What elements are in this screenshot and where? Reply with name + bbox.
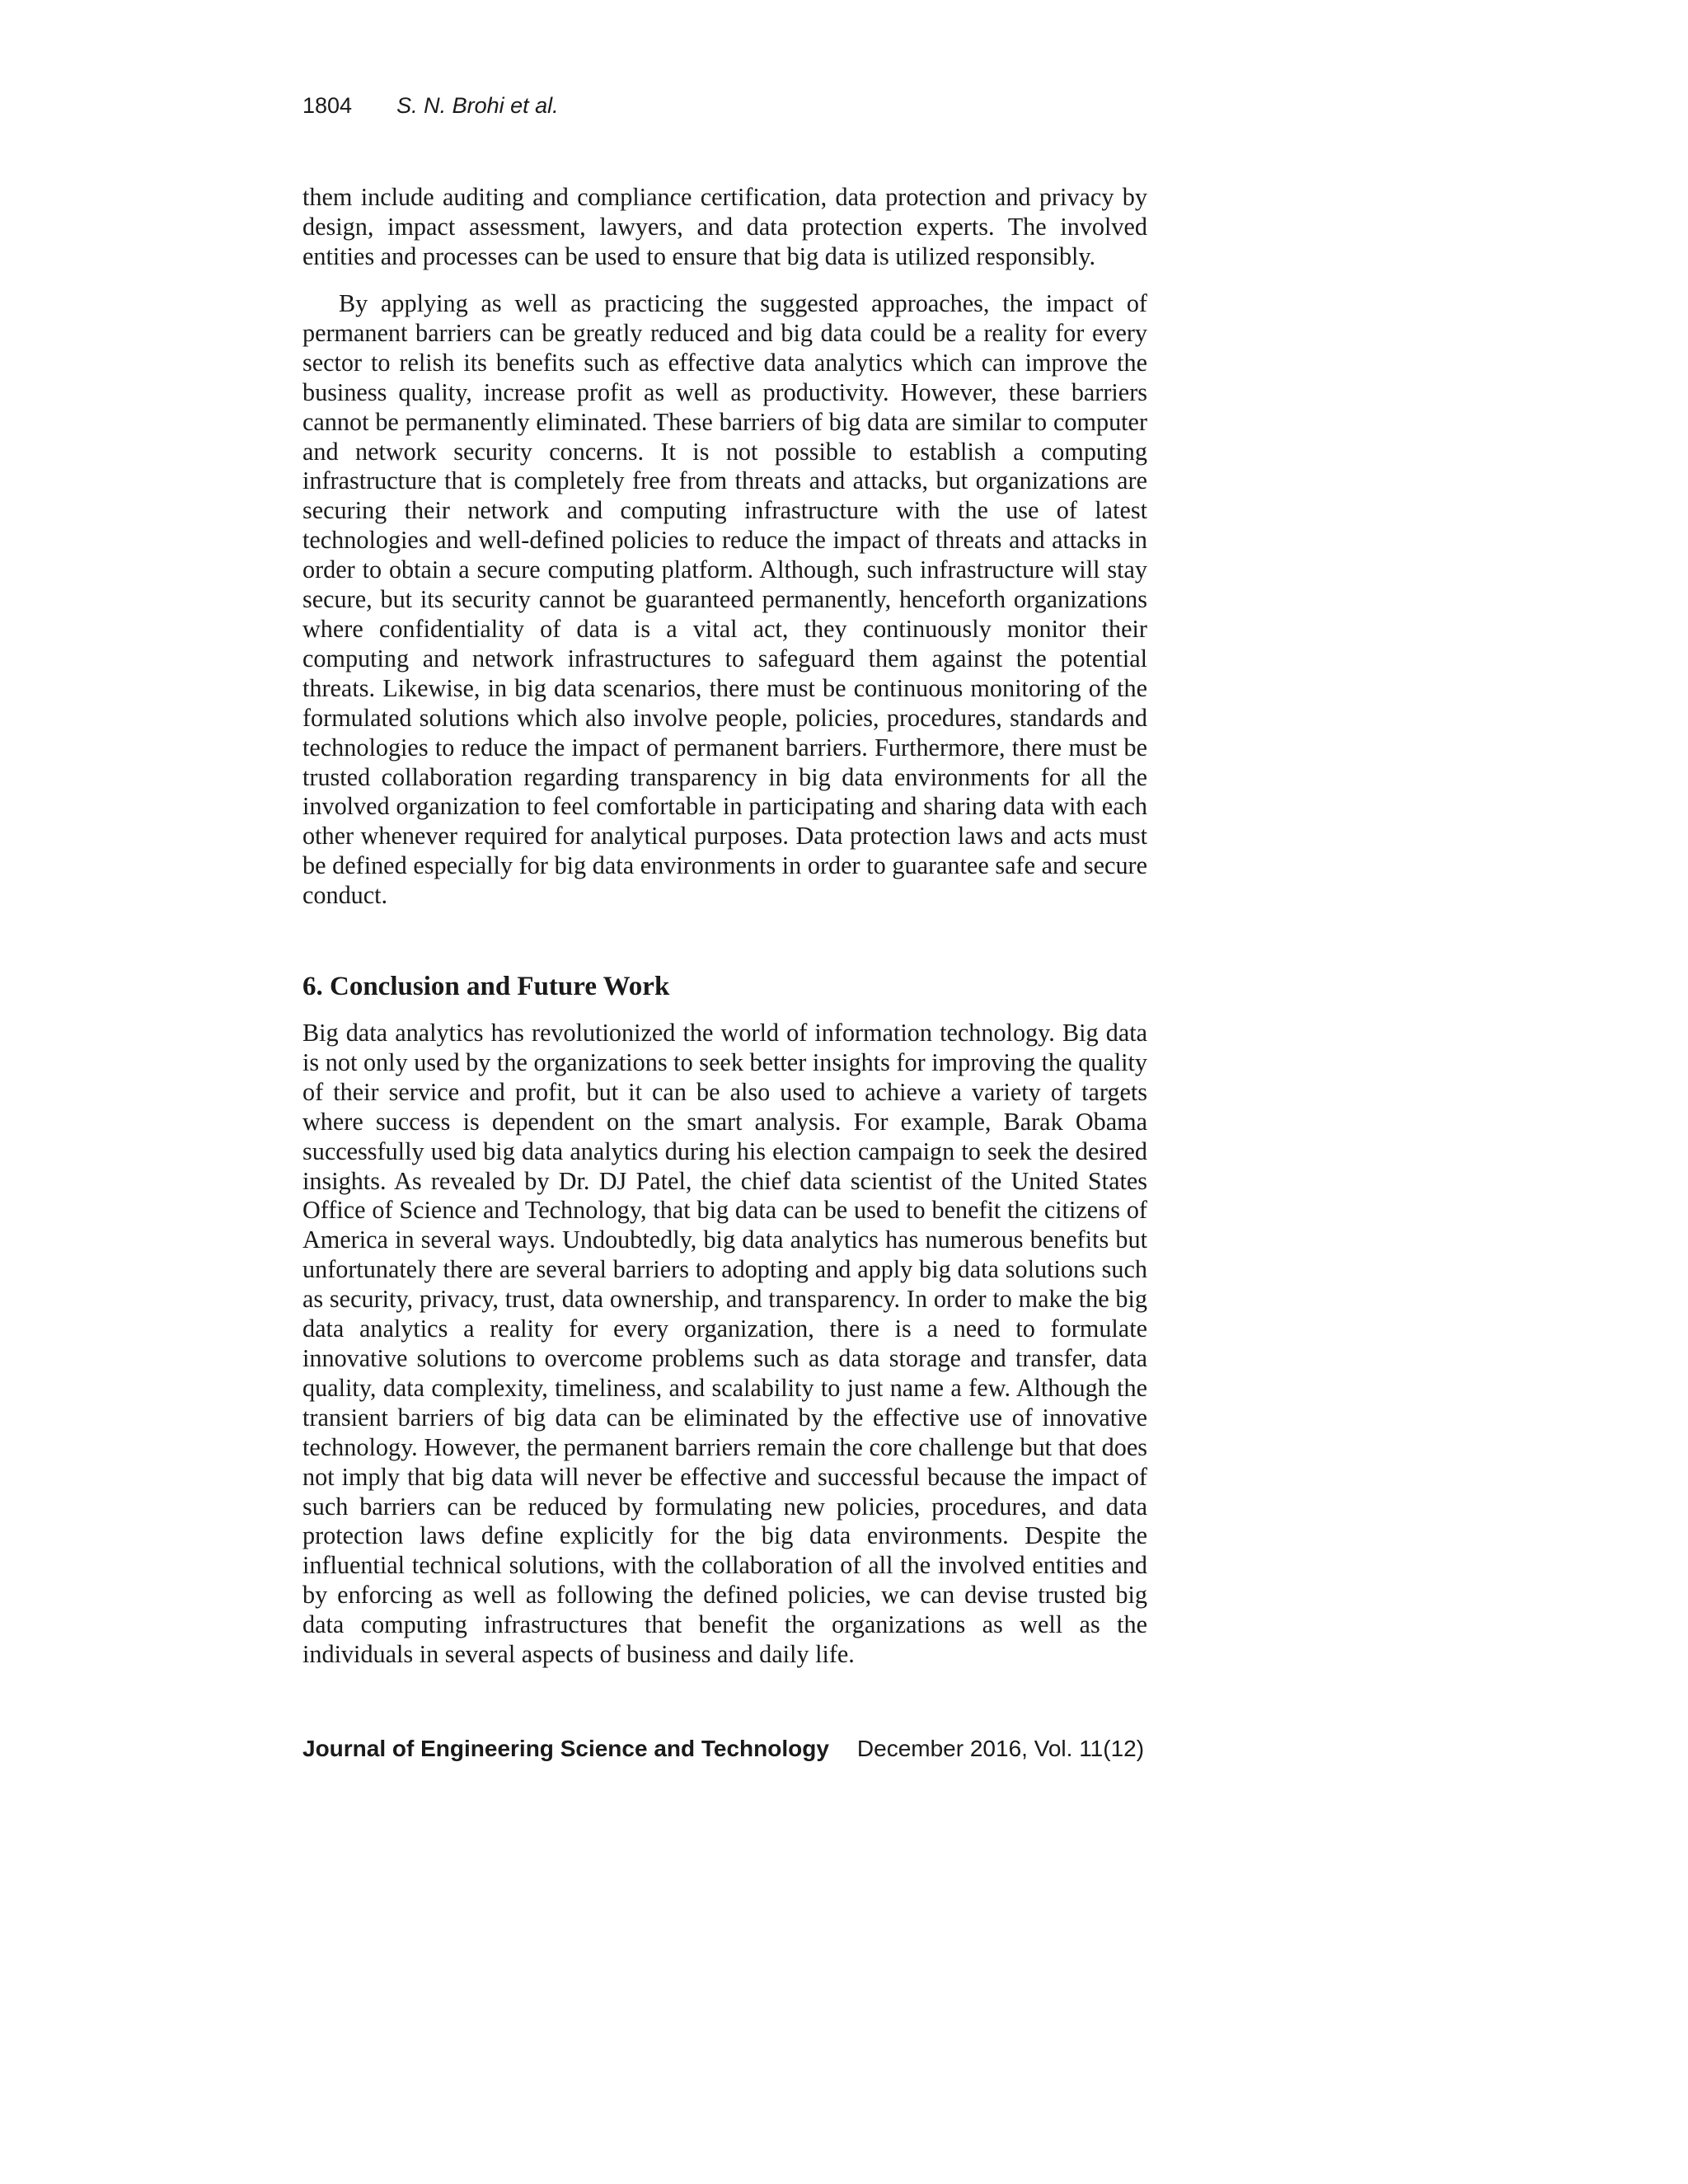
page-number: 1804 <box>302 93 353 118</box>
paragraph-barriers: By applying as well as practicing the suggested approaches, the impact of permanent barriers can be greatly reduced and big data could be a reality for every sector to relish its benefits such as effective data analytics which can improve the business quality, increase profit as well as productivity. However, these barriers cannot be permanently eliminated. These barriers of big data are similar to computer and network security concerns. It is not possible to establish a computing infrastructure that is completely free from threats and attacks, but organizations are securing their network and computing infrastructure with the use of latest technologies and well-defined policies to reduce the impact of threats and attacks in order to obtain a secure computing platform. Although, such infrastructure will stay secure, but its security cannot be guaranteed permanently, henceforth organizations where confidentiality of data is a vital act, they continuously monitor their computing and network infrastructures to safeguard them against the potential threats. Likewise, in big data scenarios, there must be continuous monitoring of the formulated solutions which also involve people, policies, procedures, standards and technologies to reduce the impact of permanent barriers. Furthermore, there must be trusted collaboration regarding transparency in big data environments for all the involved organization to feel comfortable in participating and sharing data with each other whenever required for analytical purposes. Data protection laws and acts must be defined especially for big data environments in order to guarantee safe and secure conduct. <box>302 289 1147 910</box>
running-head-authors: S. N. Brohi et al. <box>396 93 559 118</box>
running-header <box>302 89 559 122</box>
paragraph-continuation: them include auditing and compliance certification, data protection and privacy by design, impact assessment, lawyers, and data protection experts. The involved entities and processes can be used to ensure that big data is utilized responsibly. <box>302 183 1147 270</box>
journal-issue: December 2016, Vol. 11(12) <box>856 1736 1145 1761</box>
section-heading: 6. Conclusion and Future Work <box>302 972 670 1001</box>
journal-name: Journal of Engineering Science and Technology <box>302 1736 829 1761</box>
running-footer <box>302 1732 1144 1765</box>
paragraph-conclusion: Big data analytics has revolutionized the world of information technology. Big data is not only used by the organizations to seek better insights for improving the quality of their service and profit, but it can be also used to achieve a variety of targets where success is dependent on the smart analysis. For example, Barak Obama successfully used big data analytics during his election campaign to seek the desired insights. As revealed by Dr. DJ Patel, the chief data scientist of the United States Office of Science and Technology, that big data can be used to benefit the citizens of America in several ways. Undoubtedly, big data analytics has numerous benefits but unfortunately there are several barriers to adopting and apply big data solutions such as security, privacy, trust, data ownership, and transparency. In order to make the big data analytics a reality for every organization, there is a need to formulate innovative solutions to overcome problems such as data storage and transfer, data quality, data complexity, timeliness, and scalability to just name a few. Although the transient barriers of big data can be eliminated by the effective use of innovative technology. However, the permanent barriers remain the core challenge but that does not imply that big data will never be effective and successful because the impact of such barriers can be reduced by formulating new policies, procedures, and data protection laws define explicitly for the big data environments. Despite the influential technical solutions, with the collaboration of all the involved entities and by enforcing as well as following the defined policies, we can devise trusted big data computing infrastructures that benefit the organizations as well as the individuals in several aspects of business and daily life. <box>302 1019 1147 1669</box>
